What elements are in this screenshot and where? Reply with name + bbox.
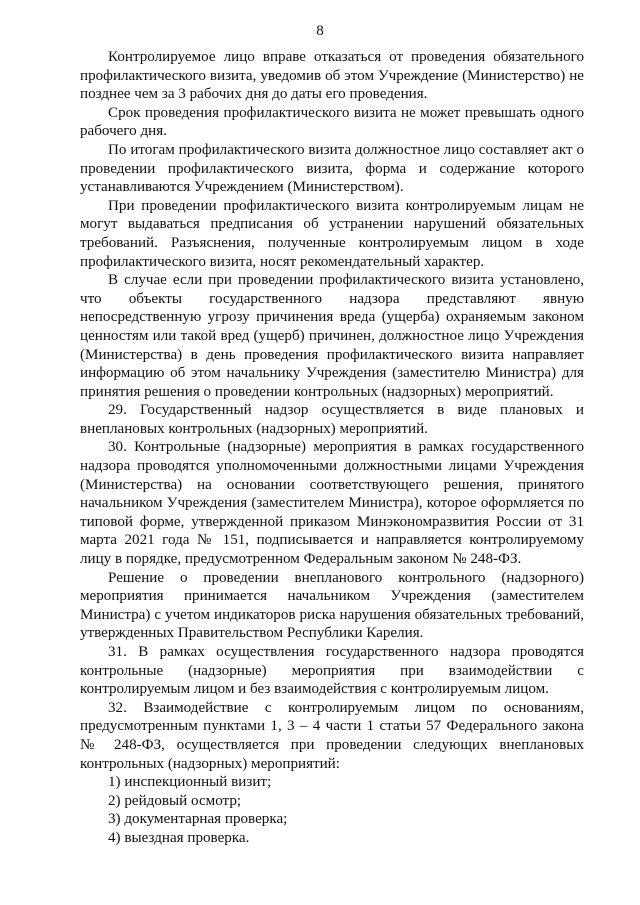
paragraph-act: По итогам профилактического визита должностное лицо составляет акт о проведении профилактического визита, форма и содержание которого устанавливаются Учреждением (Министерством).	[80, 141, 584, 196]
list-item: 4) выездная проверка.	[108, 829, 250, 846]
page-number: 8	[316, 23, 324, 39]
paragraph-unscheduled-decision: Решение о проведении внепланового контрольного (надзорного) мероприятия принимается начальником Учреждения (заместителем Министра) с учетом индикаторов риска нарушения обязательных требований, утвержденных Правительством Республики Карелия.	[80, 569, 584, 642]
paragraph-30: 30. Контрольные (надзорные) мероприятия в рамках государственного надзора проводятся уполномоченными должностными лицами Учреждения (Министерства) на основании соответствующего решения, принятого начальником Учреждения (заместителем Министра), которое оформляется по типовой форме, утвержденной приказом Минэкономразвития России от 31 марта 2021 года № 151, подписывается и направляется контролируемому лицу в порядке, предусмотренном Федеральным законом № 248-ФЗ.	[80, 439, 584, 568]
paragraph-no-orders: При проведении профилактического визита контролируемым лицам не могут выдаваться предписания об устранении нарушений обязательных требований. Разъяснения, полученные контролируемым лицом в ходе профилактического визита, носят рекомендательный характер.	[80, 197, 584, 270]
paragraph-refusal: Контролируемое лицо вправе отказаться от проведения обязательного профилактического визита, уведомив об этом Учреждение (Министерство) не позднее чем за 3 рабочих дня до даты его проведения.	[80, 49, 584, 103]
list-item: 3) документарная проверка;	[108, 811, 288, 828]
paragraph-31: 31. В рамках осуществления государственного надзора проводятся контрольные (надзорные) мероприятия при взаимодействии с контролируемым лицом и без взаимодействия с контролируемым лицом.	[80, 644, 584, 698]
paragraph-32: 32. Взаимодействие с контролируемым лицом по основаниям, предусмотренным пунктами 1, 3 – 4 части 1 статьи 57 Федерального закона № 248-ФЗ, осуществляется при проведении следующих внеплановых контрольных (надзорных) мероприятий:	[80, 699, 584, 772]
document-body	[80, 48, 584, 848]
paragraph-duration: Срок проведения профилактического визита не может превышать одного рабочего дня.	[80, 104, 584, 140]
paragraph-threat: В случае если при проведении профилактического визита установлено, что объекты государственного надзора представляют явную непосредственную угрозу причинения вреда (ущерба) охраняемым законом ценностям или такой вред (ущерб) причинен, должностное лицо Учреждения (Министерства) в день проведения профилактического визита направляет информацию об этом начальнику Учреждения (заместителю Министра) для принятия решения о проведении контрольных (надзорных) мероприятий.	[80, 272, 584, 400]
list-item: 1) инспекционный визит;	[108, 774, 272, 791]
list-item: 2) рейдовый осмотр;	[108, 792, 242, 809]
paragraph-29: 29. Государственный надзор осуществляется в виде плановых и внеплановых контрольных (надзорных) мероприятий.	[80, 402, 584, 437]
